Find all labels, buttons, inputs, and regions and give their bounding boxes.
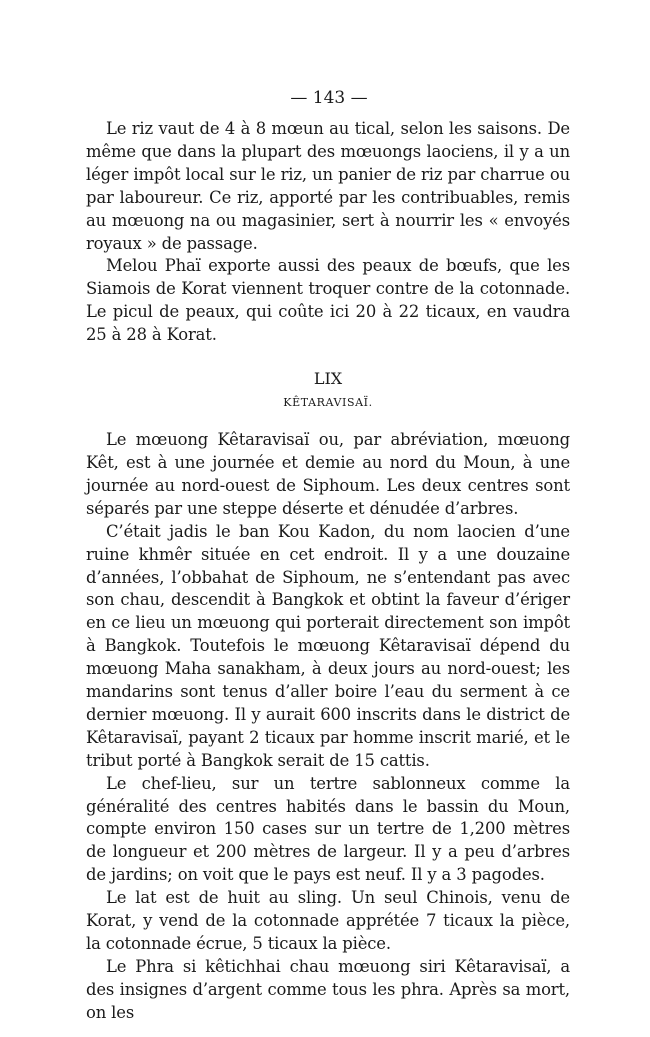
book-page bbox=[86, 88, 570, 1025]
section-number: LIX bbox=[313, 369, 343, 389]
paragraph-location: Le mœuong Kêtaravisaï ou, par abréviation, mœuong Kêt, est à une journée et demie au nord du Moun, à une journée au nord-ouest de Siphoum. Les deux centres sont séparés par une steppe déserte et dénudée d’arbres. bbox=[86, 430, 570, 518]
paragraph-hides-export: Melou Phaï exporte aussi des peaux de bœufs, que les Siamois de Korat viennent troquer contre de la cotonnade. Le picul de peaux, qui coûte ici 20 à 22 ticaux, en vaudra 25 à 28 à Korat. bbox=[86, 256, 570, 345]
paragraph-rice-tax: Le riz vaut de 4 à 8 mœun au tical, selon les saisons. De même que dans la plupart des mœuongs laociens, il y a un léger impôt local sur le riz, un panier de riz par charrue ou par laboureur. Ce riz, apporté par les contribuables, remis au mœuong na ou magasinier, sert à nourrir les « envoyés royaux » de passage. bbox=[86, 119, 570, 253]
section-title: KÊTARAVISAÏ. bbox=[283, 396, 373, 410]
paragraph-chef-lieu: Le chef-lieu, sur un tertre sablonneux comme la généralité des centres habités dans le bassin du Moun, compte environ 150 cases sur un tertre de 1,200 mètres de longueur et 200 mètres de largeur. Il y a peu d’arbres de jardins; on voit que le pays est neuf. Il y a 3 pagodes. bbox=[86, 773, 570, 885]
paragraph-governor: Le Phra si kêtichhai chau mœuong siri Kêtaravisaï, a des insignes d’argent comme tous les phra. Après sa mort, on les bbox=[86, 956, 570, 1022]
page-number: — 143 — bbox=[290, 88, 368, 108]
paragraph-trade: Le lat est de huit au sling. Un seul Chinois, venu de Korat, y vend de la cotonnade apprétée 7 ticaux la pièce, la cotonnade écrue, 5 ticaux la pièce. bbox=[86, 888, 570, 953]
paragraph-history: C’était jadis le ban Kou Kadon, du nom laocien d’une ruine khmêr située en cet endroit. Il y a une douzaine d’années, l’obbahat de Siphoum, ne s’entendant pas avec son chau, descendit à Bangkok et obtint la faveur d’ériger en ce lieu un mœuong qui porterait directement son impôt à Bangkok. Toutefois le mœuong Kêtaravisaï dépend du mœuong Maha sanakham, à deux jours au nord-ouest; les mandarins sont tenus d’aller boire l’eau du serment à ce dernier mœuong. Il y aurait 600 inscrits dans le district de Kêtaravisaï, payant 2 ticaux par homme inscrit marié, et le tribut porté à Bangkok serait de 15 cattis. bbox=[86, 521, 570, 770]
